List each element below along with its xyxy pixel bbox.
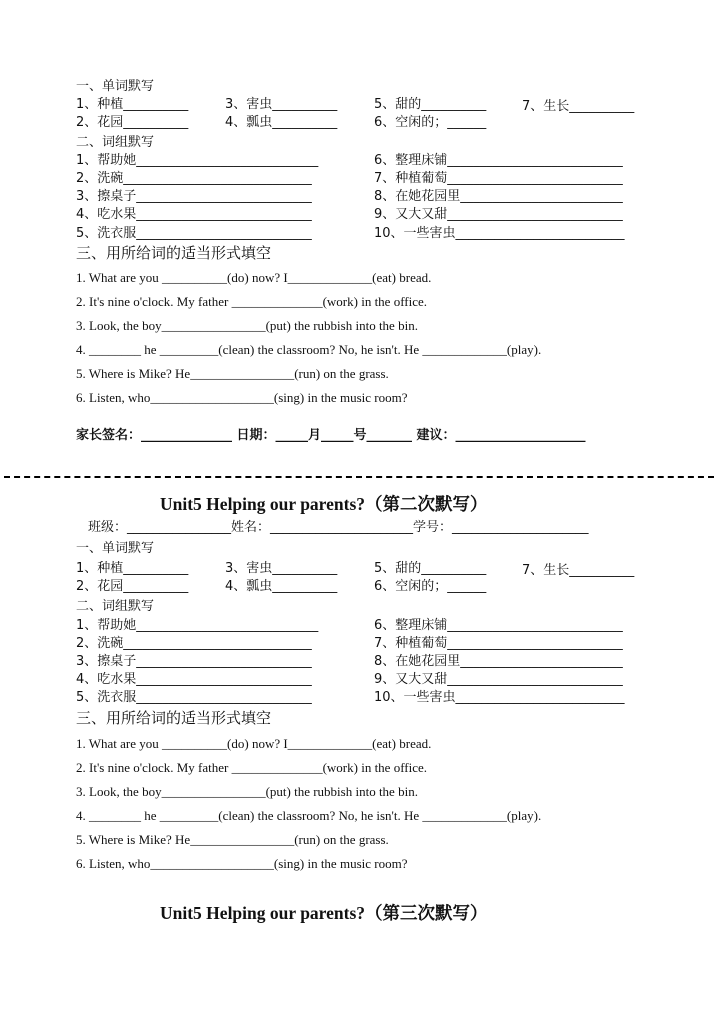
sentence-item: 5. Where is Mike? He________________(run) on the grass.: [76, 832, 389, 847]
word-item: 2、花园__________: [76, 115, 189, 130]
word-dictation-heading: 一、单词默写: [76, 541, 155, 556]
worksheet-title-third: Unit5 Helping our parents?（第三次默写）: [160, 903, 488, 923]
word-item: 4、瓢虫__________: [225, 115, 338, 130]
phrase-item: 9、又大又甜___________________________: [374, 672, 623, 687]
sentence-item: 4. ________ he _________(clean) the classroom? No, he isn't. He _____________(play).: [76, 342, 542, 357]
fill-blank-heading: 三、用所给词的适当形式填空: [76, 244, 272, 262]
phrase-item: 9、又大又甜___________________________: [374, 207, 623, 222]
phrase-item: 8、在她花园里_________________________: [374, 189, 623, 204]
worksheet-title-second: Unit5 Helping our parents?（第二次默写）: [160, 494, 488, 514]
word-item: 7、生长__________: [522, 99, 635, 114]
phrase-item: 8、在她花园里_________________________: [374, 654, 623, 669]
sentence-item: 6. Listen, who___________________(sing) in the music room?: [76, 390, 408, 405]
sentence-item: 3. Look, the boy________________(put) the rubbish into the bin.: [76, 318, 418, 333]
phrase-item: 2、洗碗_____________________________: [76, 171, 312, 186]
sentence-item: 1. What are you __________(do) now? I_____________(eat) bread.: [76, 270, 432, 285]
word-item: 4、瓢虫__________: [225, 579, 338, 594]
sentence-item: 2. It's nine o'clock. My father ______________(work) in the office.: [76, 760, 428, 775]
fill-blank-heading: 三、用所给词的适当形式填空: [76, 709, 272, 727]
sentence-item: 4. ________ he _________(clean) the classroom? No, he isn't. He _____________(play).: [76, 808, 542, 823]
sentence-item: 6. Listen, who___________________(sing) in the music room?: [76, 856, 408, 871]
phrase-item: 3、擦桌子___________________________: [76, 654, 312, 669]
word-item: 6、空闲的；______: [374, 115, 487, 130]
phrase-item: 6、整理床铺___________________________: [374, 618, 623, 633]
phrase-item: 10、一些害虫__________________________: [374, 690, 625, 705]
phrase-item: 4、吃水果___________________________: [76, 672, 312, 687]
phrase-item: 7、种植葡萄___________________________: [374, 171, 623, 186]
word-item: 5、甜的__________: [374, 97, 487, 112]
sentence-item: 1. What are you __________(do) now? I_____________(eat) bread.: [76, 736, 432, 751]
phrase-item: 1、帮助她____________________________: [76, 153, 319, 168]
phrase-dictation-heading: 二、词组默写: [76, 135, 155, 150]
phrase-item: 4、吃水果___________________________: [76, 207, 312, 222]
phrase-item: 10、一些害虫__________________________: [374, 226, 625, 241]
word-item: 3、害虫__________: [225, 97, 338, 112]
word-item: 5、甜的__________: [374, 561, 487, 576]
sentence-item: 2. It's nine o'clock. My father ______________(work) in the office.: [76, 294, 428, 309]
cut-line-divider: [4, 476, 714, 478]
phrase-item: 5、洗衣服___________________________: [76, 690, 312, 705]
word-item: 6、空闲的；______: [374, 579, 487, 594]
parent-signature-line: 家长签名：______________ 日期：_____月_____号_______ 建议：____________________: [76, 428, 586, 443]
phrase-item: 2、洗碗_____________________________: [76, 636, 312, 651]
word-item: 7、生长__________: [522, 563, 635, 578]
word-dictation-heading: 一、单词默写: [76, 79, 155, 94]
sentence-item: 3. Look, the boy________________(put) the rubbish into the bin.: [76, 784, 418, 799]
word-item: 1、种植__________: [76, 97, 189, 112]
phrase-item: 7、种植葡萄___________________________: [374, 636, 623, 651]
word-item: 3、害虫__________: [225, 561, 338, 576]
phrase-item: 3、擦桌子___________________________: [76, 189, 312, 204]
word-item: 2、花园__________: [76, 579, 189, 594]
student-info-line: 班级：________________姓名：______________________学号：_____________________: [88, 520, 589, 535]
word-item: 1、种植__________: [76, 561, 189, 576]
phrase-item: 5、洗衣服___________________________: [76, 226, 312, 241]
phrase-dictation-heading: 二、词组默写: [76, 599, 155, 614]
phrase-item: 1、帮助她____________________________: [76, 618, 319, 633]
phrase-item: 6、整理床铺___________________________: [374, 153, 623, 168]
sentence-item: 5. Where is Mike? He________________(run) on the grass.: [76, 366, 389, 381]
